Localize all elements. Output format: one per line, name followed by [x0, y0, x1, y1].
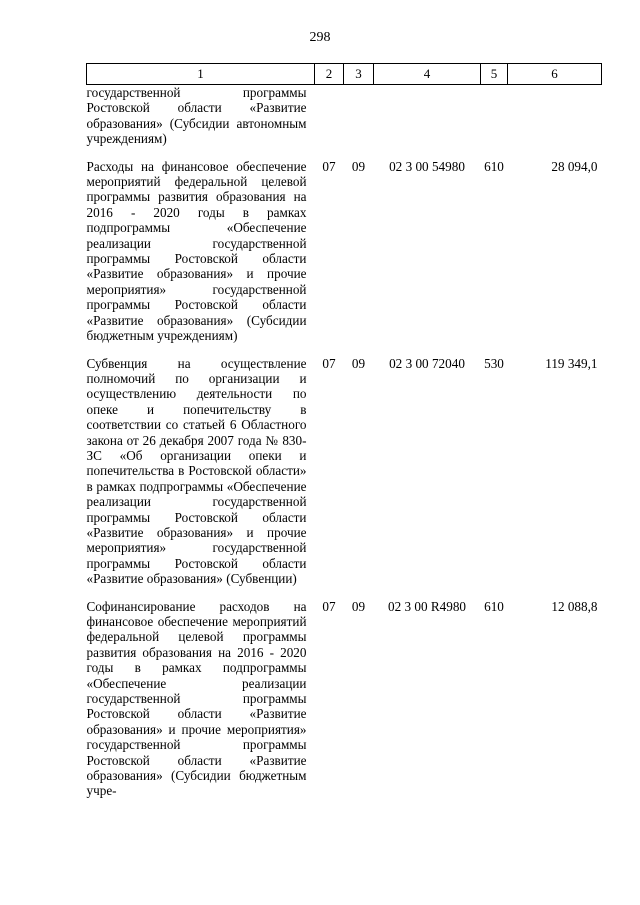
column-header: 5 — [481, 64, 508, 85]
row-pr — [344, 85, 374, 147]
budget-table — [86, 63, 602, 799]
row-sum: 12 088,8 — [551, 598, 598, 614]
row-csr — [374, 85, 481, 147]
row-rz: 07 — [322, 158, 336, 174]
row-csr: 02 3 00 72040 — [389, 355, 465, 371]
table-row — [87, 599, 602, 799]
row-rz — [315, 85, 344, 147]
row-vr: 610 — [484, 158, 504, 174]
column-header: 6 — [508, 64, 602, 85]
row-csr: 02 3 00 54980 — [389, 158, 465, 174]
table-row — [87, 159, 602, 344]
row-csr: 02 3 00 R4980 — [387, 598, 467, 614]
table-row — [87, 356, 602, 587]
table-row — [87, 85, 602, 147]
row-vr: 530 — [484, 355, 504, 371]
row-name: Софинансирование расходов на финансовое обеспечение мероприятий федеральной целевой программы развития образования на 2016 - 2020 годы в рамках подпрограммы «Обеспечение реализации государственной программы Ростовской области «Развитие образования» и прочие мероприятия» государственной программы Ростовской области «Развитие образования» (Субсидии бюджетным учре- — [86, 598, 307, 799]
row-name: государственной программы Ростовской области «Развитие образования» (Субсидии автономным учреждениям) — [86, 85, 307, 147]
row-vr: 610 — [484, 598, 504, 614]
row-name: Субвенция на осуществление полномочий по организации и осуществлению деятельности по опеке и попечительству в соответствии со статьей 6 Областного закона от 26 декабря 2007 года № 830-ЗС «Об организации опеки и попечительства в Ростовской области» в рамках подпрограммы «Обеспечение реализации государственной программы Ростовской области «Развитие образования» и прочие мероприятия» государственной программы Ростовской области «Развитие образования» (Субвенции) — [86, 355, 307, 587]
row-sum: 119 349,1 — [545, 355, 598, 371]
column-header: 4 — [374, 64, 481, 85]
row-pr: 09 — [351, 598, 366, 614]
column-header: 1 — [87, 64, 315, 85]
column-header: 2 — [315, 64, 344, 85]
row-pr: 09 — [351, 158, 366, 174]
row-sum: 28 094,0 — [551, 158, 598, 174]
row-name: Расходы на финансовое обеспечение мероприятий федеральной целевой программы развития образования на 2016 - 2020 годы в рамках подпрограммы «Обеспечение реализации государственной программы Ростовской области «Развитие образования» и прочие мероприятия» государственной программы Ростовской области «Развитие образования» (Субсидии бюджетным учреждениям) — [86, 158, 307, 344]
row-rz: 07 — [322, 598, 336, 614]
row-pr: 09 — [351, 355, 366, 371]
column-header: 3 — [344, 64, 374, 85]
row-vr — [481, 85, 508, 147]
row-rz: 07 — [322, 355, 336, 371]
page-number: 298 — [309, 30, 331, 45]
row-sum — [508, 85, 602, 147]
table-header-row — [87, 64, 602, 85]
